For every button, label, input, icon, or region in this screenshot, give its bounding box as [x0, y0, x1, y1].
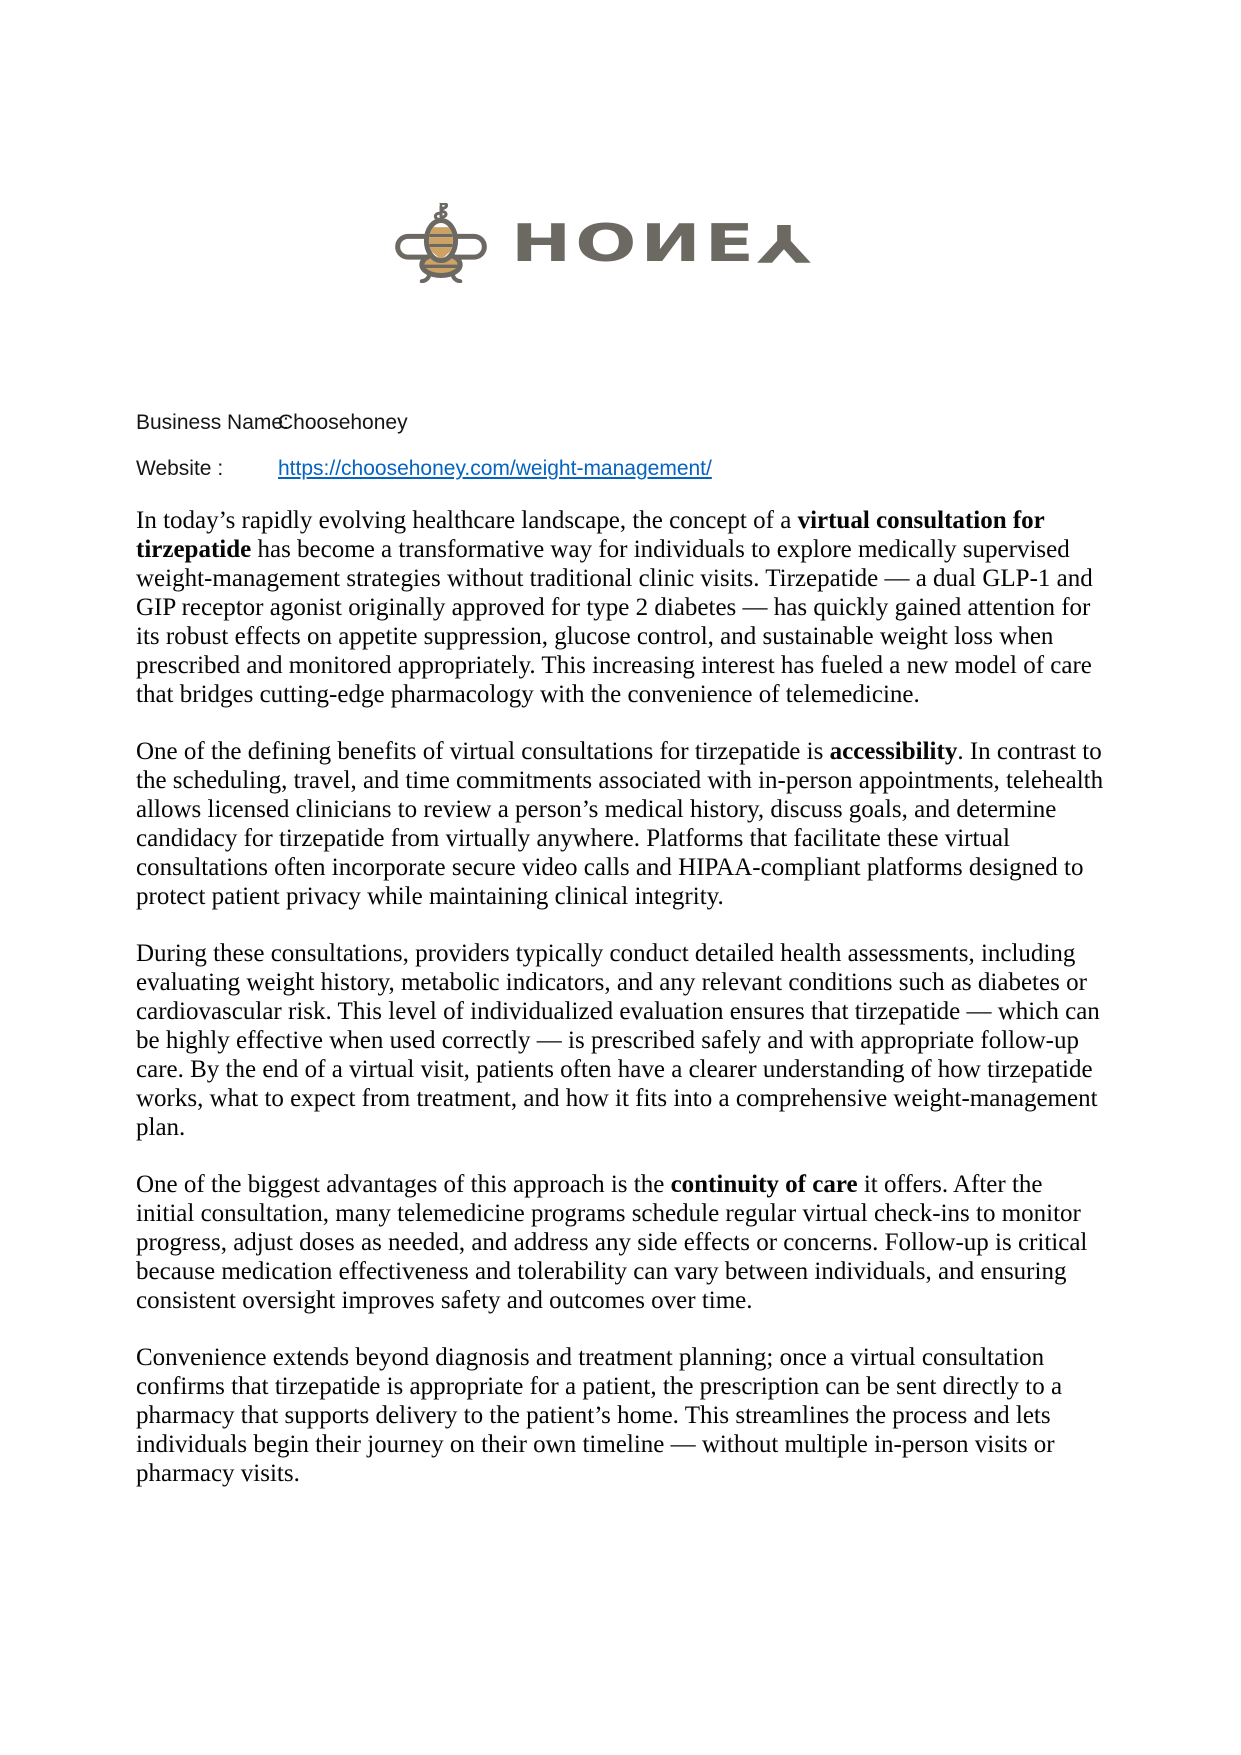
paragraph — [136, 939, 1105, 1142]
text-run: One of the defining benefits of virtual consultations for tirzepatide is — [136, 738, 830, 765]
bold-text-run: continuity of care — [670, 1171, 858, 1198]
business-name-value: Choosehoney — [278, 411, 408, 434]
paragraph — [136, 1343, 1105, 1488]
website-label: Website : — [136, 457, 224, 480]
body-paragraphs — [136, 506, 1105, 1516]
logo-letter: И — [640, 212, 705, 274]
bold-text-run: virtual consultation for tirzepatide — [136, 507, 1045, 563]
logo-letter: E — [704, 212, 758, 274]
paragraph — [136, 737, 1105, 911]
bee-icon — [395, 203, 487, 283]
business-name-row — [136, 410, 836, 440]
logo — [0, 198, 1225, 288]
logo-text — [510, 212, 815, 274]
bold-text-run: accessibility — [829, 738, 958, 765]
text-run: During these consultations, providers typically conduct detailed health assessments, including evaluating weight history, metabolic indicators, and any relevant conditions such as diabetes or cardiovascular risk. This level of individualized evaluation ensures that tirzepatide — which can be highly effective when used correctly — is prescribed safely and with appropriate follow-up care. By the end of a virtual visit, patients often have a clearer understanding of how tirzepatide works, what to expect from treatment, and how it fits into a comprehensive weight-management plan. — [136, 940, 1100, 1141]
logo-letter: H — [510, 212, 576, 274]
website-link[interactable]: https://choosehoney.com/weight-management/ — [278, 457, 712, 480]
text-run: One of the biggest advantages of this approach is the — [136, 1171, 671, 1198]
website-row — [136, 456, 836, 486]
paragraph — [136, 506, 1105, 709]
logo-letter: O — [575, 212, 641, 274]
logo-letter-flipped: Y — [757, 212, 815, 274]
text-run: has become a transformative way for individuals to explore medically supervised weight-management strategies without traditional clinic visits. Tirzepatide — a dual GLP-1 and GIP receptor agonist originally approved for type 2 diabetes — has quickly gained attention for its robust effects on appetite suppression, glucose control, and sustainable weight loss when prescribed and monitored appropriately. This increasing interest has fueled a new model of care that bridges cutting-edge pharmacology with the convenience of telemedicine. — [136, 536, 1093, 708]
text-run: Convenience extends beyond diagnosis and treatment planning; once a virtual consultation confirms that tirzepatide is appropriate for a patient, the prescription can be sent directly to a pharmacy that supports delivery to the patient’s home. This streamlines the process and lets individuals begin their journey on their own timeline — without multiple in-person visits or pharmacy visits. — [136, 1344, 1063, 1487]
paragraph — [136, 1170, 1105, 1315]
business-name-label: Business Name: — [136, 411, 289, 434]
text-run: it offers. After the initial consultation, many telemedicine programs schedule regular virtual check-ins to monitor progress, adjust doses as needed, and address any side effects or concerns. Follow-up is critical because medication effectiveness and tolerability can vary between individuals, and ensuring consistent oversight improves safety and outcomes over time. — [136, 1171, 1088, 1314]
text-run: . In contrast to the scheduling, travel, and time commitments associated with in-person appointments, telehealth allows licensed clinicians to review a person’s medical history, discuss goals, and determine candidacy for tirzepatide from virtually anywhere. Platforms that facilitate these virtual consultations often incorporate secure video calls and HIPAA-compliant platforms designed to protect patient privacy while maintaining clinical integrity. — [136, 738, 1104, 910]
text-run: In today’s rapidly evolving healthcare landscape, the concept of a — [136, 507, 798, 534]
